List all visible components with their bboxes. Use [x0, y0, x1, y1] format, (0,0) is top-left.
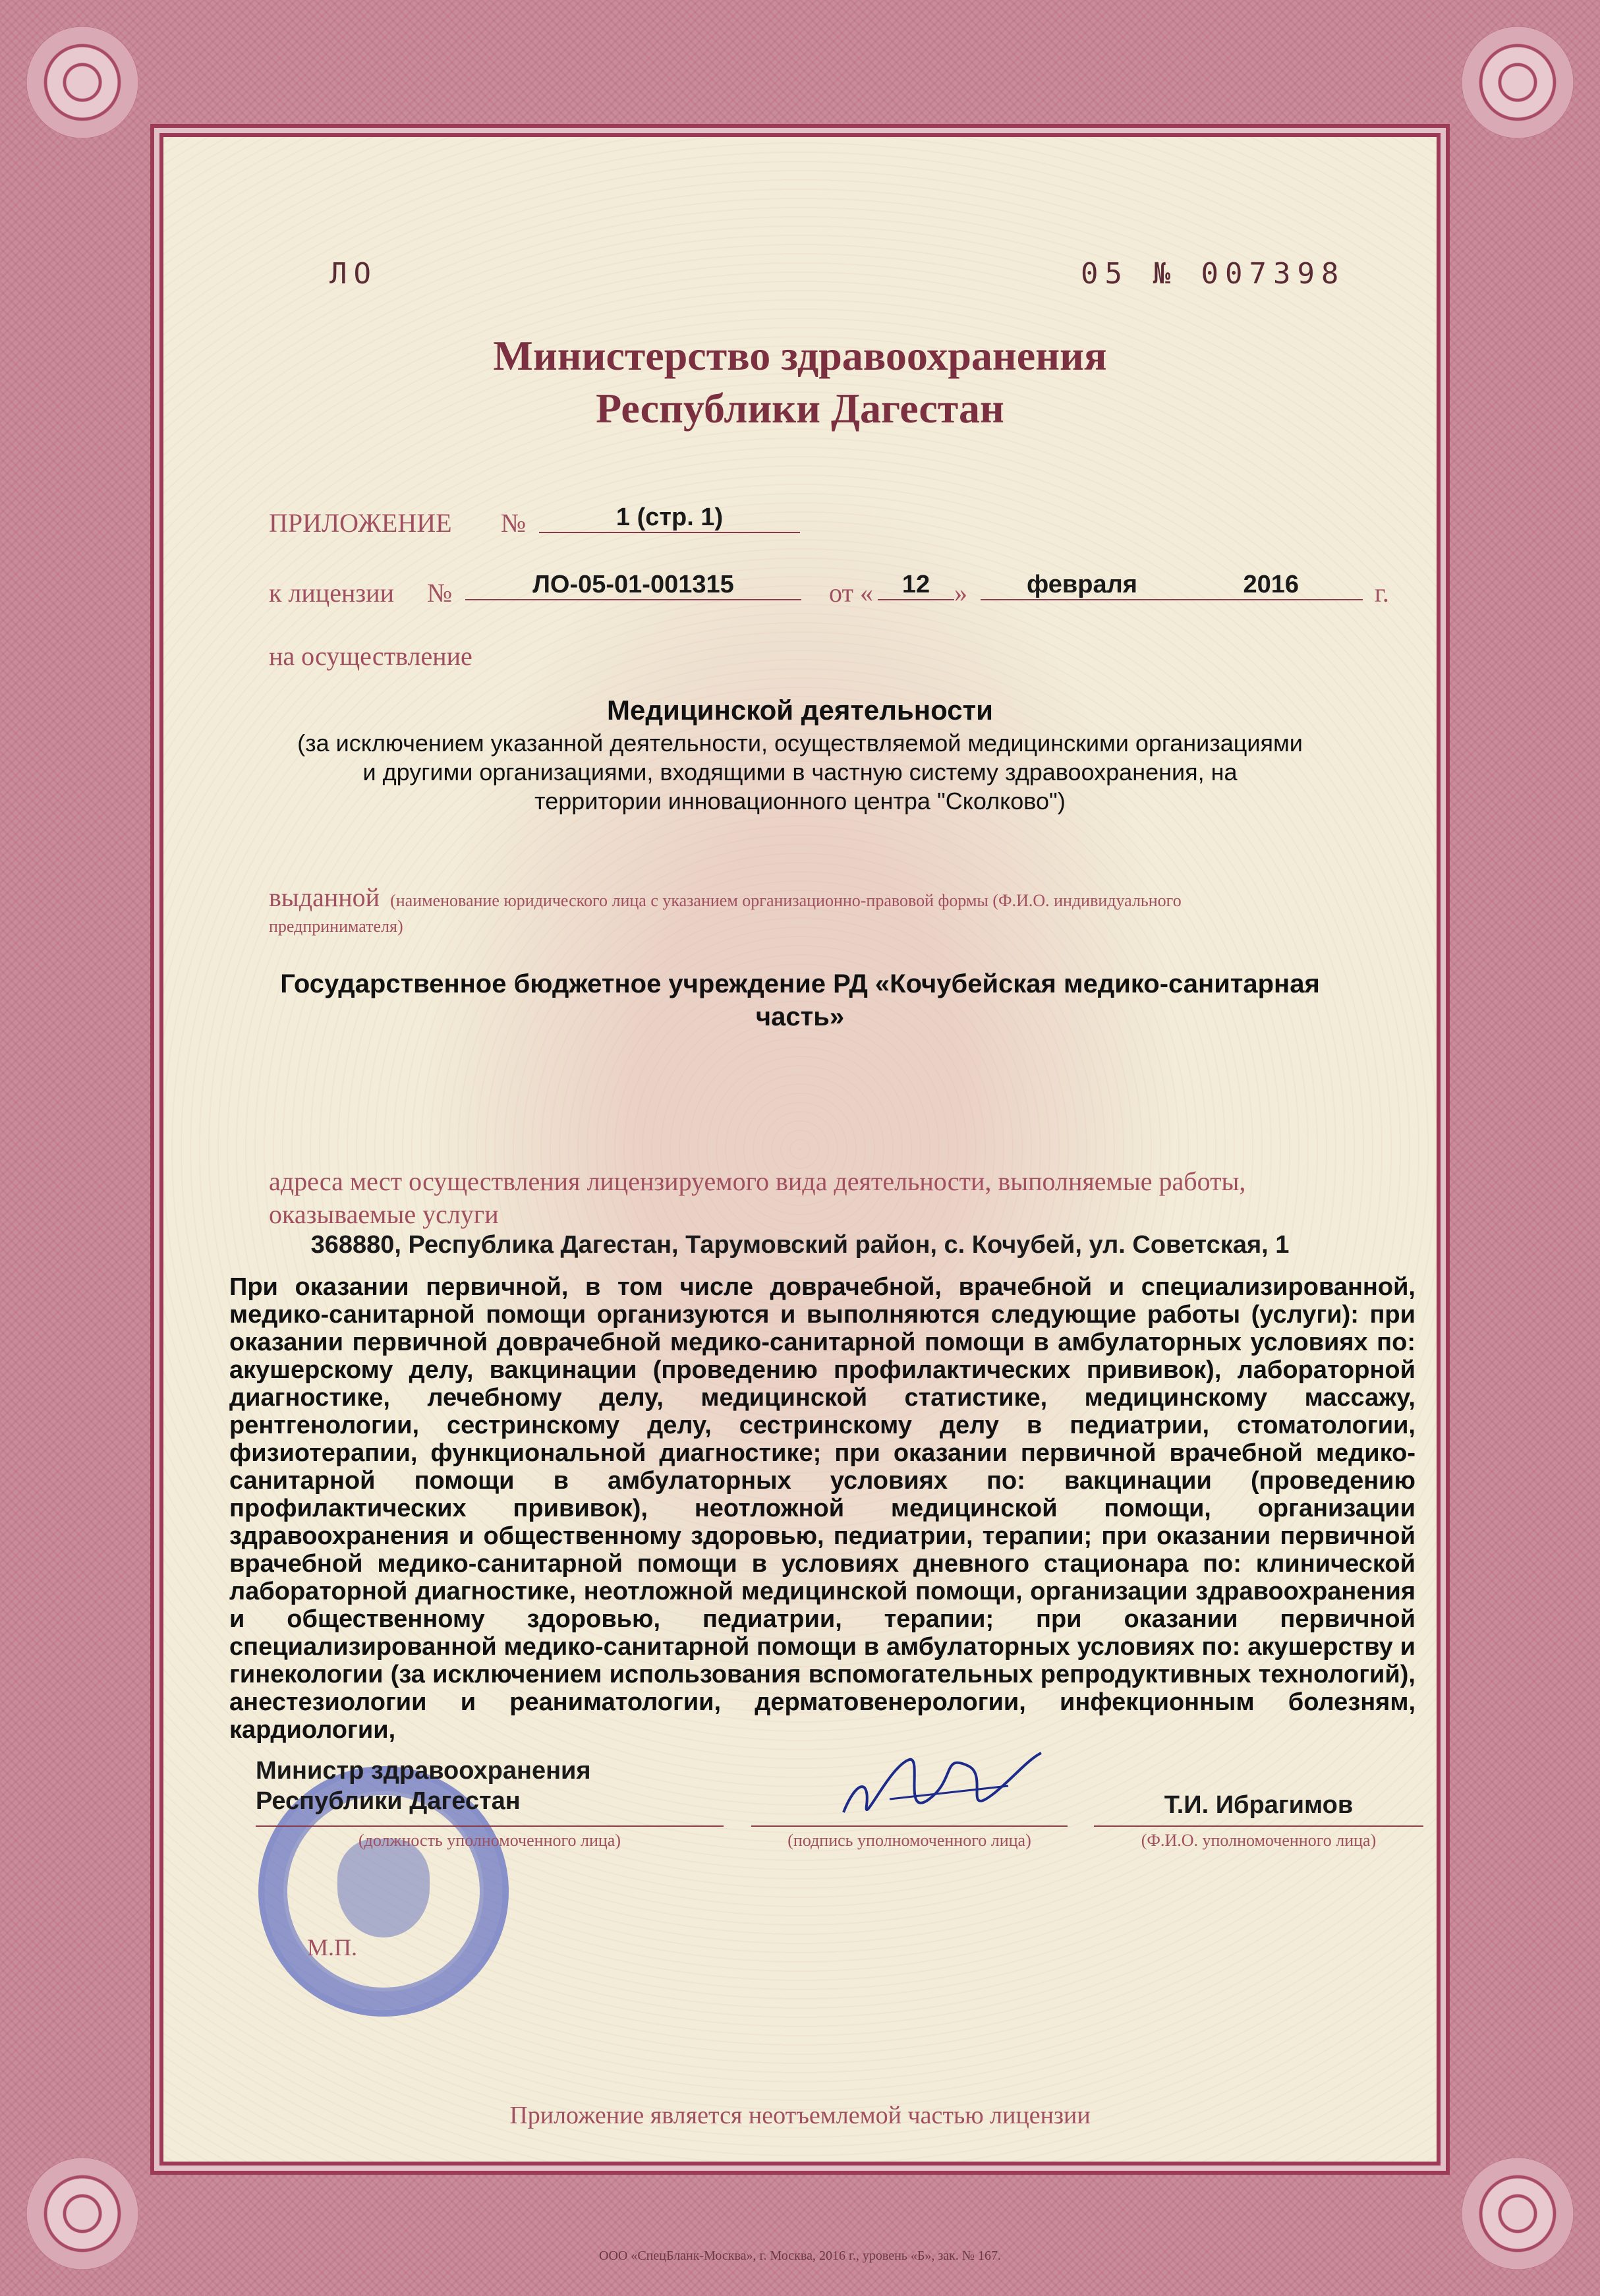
- address-label-line-1: адреса мест осуществления лицензируемого вида деятельности, выполняемые работы,: [269, 1166, 1246, 1196]
- activity-label: на осуществление: [269, 641, 472, 671]
- signatory-position-line-1: Министр здравоохранения: [256, 1757, 591, 1785]
- license-day-close: »: [954, 578, 967, 608]
- position-underline: [256, 1825, 724, 1827]
- stamp-mark: М.П.: [307, 1934, 358, 1961]
- address-value: 368880, Республика Дагестан, Тарумовский район, с. Кочубей, ул. Советская, 1: [310, 1231, 1290, 1259]
- series-code: 05: [1081, 257, 1129, 291]
- name-underline: [1094, 1825, 1423, 1827]
- issued-organization: [163, 967, 1437, 1033]
- position-caption: (должность уполномоченного лица): [358, 1831, 621, 1850]
- number-sign: №: [1153, 257, 1177, 291]
- series-left: ЛО: [329, 257, 378, 291]
- license-number: ЛО-05-01-001315: [465, 571, 801, 600]
- activity-description: [163, 729, 1437, 816]
- series-number: [1081, 257, 1345, 291]
- license-number-sign: №: [427, 578, 453, 608]
- license-date: [981, 571, 1363, 600]
- license-month: февраля: [1027, 571, 1137, 598]
- license-from-label: от «: [829, 578, 873, 608]
- issued-block: [269, 882, 1402, 936]
- activity-description-line-2: и другими организациями, входящими в частную систему здравоохранения, на: [362, 759, 1238, 786]
- corner-rosette-bottom-left: [26, 2158, 138, 2270]
- coat-of-arms-icon: [337, 1839, 430, 1937]
- signature-caption: (подпись уполномоченного лица): [787, 1831, 1031, 1850]
- authority-title: [163, 330, 1437, 435]
- name-caption: (Ф.И.О. уполномоченного лица): [1141, 1831, 1377, 1850]
- appendix-number: 1 (стр. 1): [539, 503, 800, 533]
- signature-icon: [830, 1740, 1054, 1839]
- authority-line-1: Министерство здравоохранения: [493, 332, 1107, 379]
- signatory-position-line-2: Республики Дагестан: [256, 1787, 521, 1815]
- activity-description-line-1: (за исключением указанной деятельности, осуществляемой медицинскими организациями: [297, 730, 1303, 757]
- authority-line-2: Республики Дагестан: [596, 385, 1004, 432]
- issued-label: выданной: [269, 882, 380, 912]
- license-label: к лицензии: [269, 578, 394, 608]
- signatory-name: Т.И. Ибрагимов: [1164, 1791, 1354, 1819]
- issued-note-line-2: предпринимателя): [269, 917, 403, 936]
- signatory-position: [256, 1756, 717, 1816]
- license-year-suffix: г.: [1375, 578, 1389, 608]
- appendix-label: ПРИЛОЖЕНИЕ: [269, 508, 452, 538]
- address-label-line-2: оказываемые услуги: [269, 1199, 499, 1229]
- activity-description-line-3: территории инновационного центра "Сколково"): [534, 788, 1066, 815]
- appendix-number-sign: №: [501, 508, 527, 538]
- license-year: 2016: [1243, 571, 1300, 598]
- signature-underline: [751, 1825, 1068, 1827]
- corner-rosette-top-right: [1462, 26, 1574, 138]
- appendix-footer-note: Приложение является неотъемлемой частью лицензии: [509, 2102, 1091, 2129]
- issued-organization-line-1: Государственное бюджетное учреждение РД «Кочубейская медико-санитарная: [280, 969, 1320, 998]
- corner-rosette-top-left: [26, 26, 138, 138]
- form-number: 007398: [1201, 257, 1346, 291]
- address-label: [269, 1165, 1245, 1231]
- license-day: 12: [878, 571, 954, 600]
- printer-imprint: ООО «СпецБланк-Москва», г. Москва, 2016 г., уровень «Б», зак. № 167.: [599, 2249, 1001, 2263]
- issued-organization-line-2: часть»: [755, 1002, 845, 1031]
- issued-note-line-1: (наименование юридического лица с указанием организационно-правовой формы (Ф.И.О. индивидуального: [390, 891, 1182, 910]
- activity-title: Медицинской деятельности: [607, 695, 993, 726]
- services-text: При оказании первичной, в том числе доврачебной, врачебной и специализированной, медико-санитарной помощи организуются и выполняются следующие работы (услуги): при оказании первичной доврачебной медико-санитарной помощи в амбулаторных условиях по: акушерскому делу, вакцинации (проведению профилактических прививок), лабораторной диагностике, лечебному делу, медицинской статистике, медицинскому массажу, рентгенологии, сестринскому делу, сестринскому делу в педиатрии, стоматологии, физиотерапии, функциональной диагностике; при оказании первичной врачебной медико-санитарной помощи в амбулаторных условиях по: вакцинации (проведению профилактических прививок), неотложной медицинской помощи, организации здравоохранения и общественному здоровью, педиатрии, терапии; при оказании первичной врачебной медико-санитарной помощи в условиях дневного стационара по: клинической лабораторной диагностике, неотложной медицинской помощи, организации здравоохранения и общественному здоровью, педиатрии, терапии; при оказании первичной специализированной медико-санитарной помощи в амбулаторных условиях по: акушерству и гинекологии (за исключением использования вспомогательных репродуктивных технологий), анестезиологии и реаниматологии, дерматовенерологии, инфекционным болезням, кардиологии,: [229, 1273, 1415, 1744]
- corner-rosette-bottom-right: [1462, 2158, 1574, 2270]
